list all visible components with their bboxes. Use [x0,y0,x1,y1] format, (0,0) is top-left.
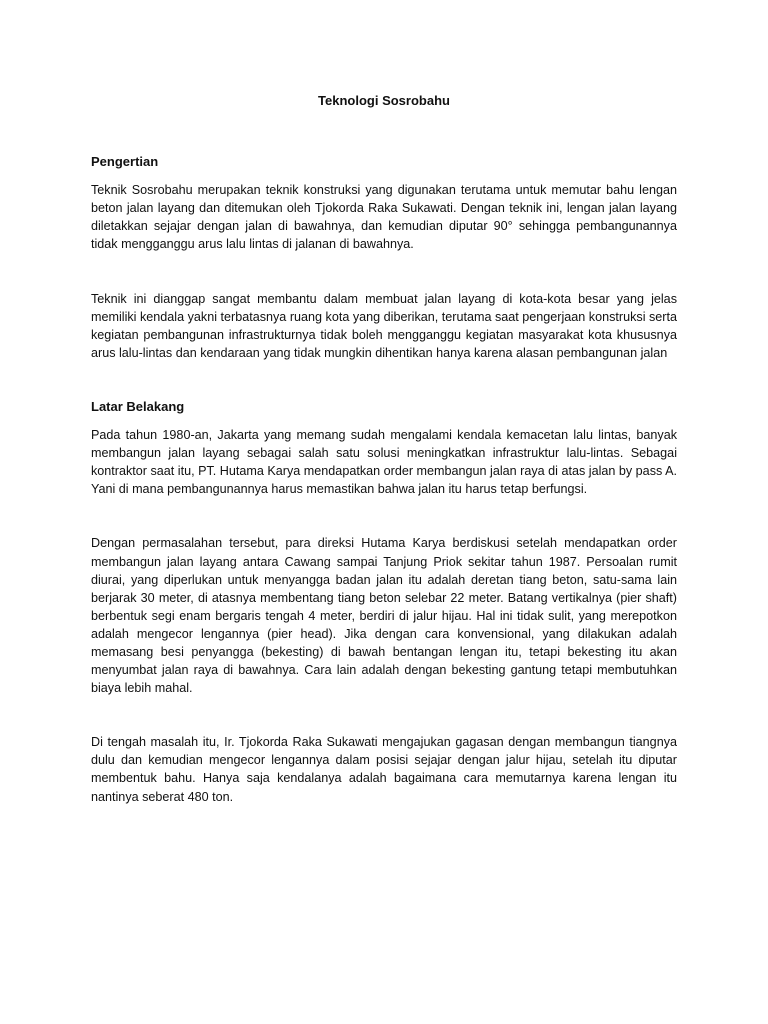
paragraph: Teknik Sosrobahu merupakan teknik konstruksi yang digunakan terutama untuk memutar bahu lengan beton jalan layang dan ditemukan oleh Tjokorda Raka Sukawati. Dengan teknik ini, lengan jalan layang diletakkan sejajar dengan jalan di bawahnya, dan kemudian diputar 90° sehingga pembangunannya tidak mengganggu arus lalu lintas di jalanan di bawahnya. [91,183,677,252]
paragraph: Di tengah masalah itu, Ir. Tjokorda Raka Sukawati mengajukan gagasan dengan membangun tiangnya dulu dan kemudian mengecor lengannya dalam posisi sejajar dengan jalur hijau, setelah itu diputar membentuk bahu. Hanya saja kendalanya adalah bagaimana cara memutarnya karena lengan itu nantinya seberat 480 ton. [91,735,677,804]
paragraph: Pada tahun 1980-an, Jakarta yang memang sudah mengalami kendala kemacetan lalu lintas, banyak membangun jalan layang sebagai salah satu solusi meningkatkan infrastruktur lalu-lintas. Sebagai kontraktor saat itu, PT. Hutama Karya mendapatkan order membangun jalan raya di atas jalan by pass A. Yani di mana pembangunannya harus memastikan bahwa jalan itu harus tetap berfungsi. [91,428,677,497]
paragraph: Dengan permasalahan tersebut, para direksi Hutama Karya berdiskusi setelah mendapatkan order membangun jalan layang antara Cawang sampai Tanjung Priok sekitar tahun 1987. Persoalan rumit diurai, yang diperlukan untuk menyangga badan jalan itu adalah deretan tiang beton, satu-sama lain berjarak 30 meter, di atasnya membentang tiang beton selebar 22 meter. Batang vertikalnya (pier shaft) berbentuk segi enam bergaris tengah 4 meter, berdiri di jalur hijau. Hal ini tidak sulit, yang merepotkon adalah mengecor lengannya (pier head). Jika dengan cara konvensional, yang dilakukan adalah memasang besi penyangga (bekesting) di bawah bentangan lengan itu, tetapi bekesting itu akan menyumbat jalan raya di bawahnya. Cara lain adalah dengan bekesting gantung tetapi membutuhkan biaya lebih mahal. [91,536,677,696]
section-heading-latar-belakang: Latar Belakang [91,398,185,414]
document-title: Teknologi Sosrobahu [318,93,450,108]
paragraph-spacer [91,498,677,534]
document-page [91,92,677,806]
paragraph-spacer [91,697,677,733]
section-heading-pengertian: Pengertian [91,154,159,170]
section-spacer [91,362,677,398]
paragraph-spacer [91,254,677,290]
paragraph: Teknik ini dianggap sangat membantu dalam membuat jalan layang di kota-kota besar yang jelas memiliki kendala yakni terbatasnya ruang kota yang diberikan, terutama saat pengerjaan konstruksi serta kegiatan pembangunan infrastrukturnya tidak boleh mengganggu kegiatan masyarakat kota khususnya arus lalu-lintas dan kendaraan yang tidak mungkin dihentikan hanya karena alasan pembangunan jalan [91,291,677,360]
